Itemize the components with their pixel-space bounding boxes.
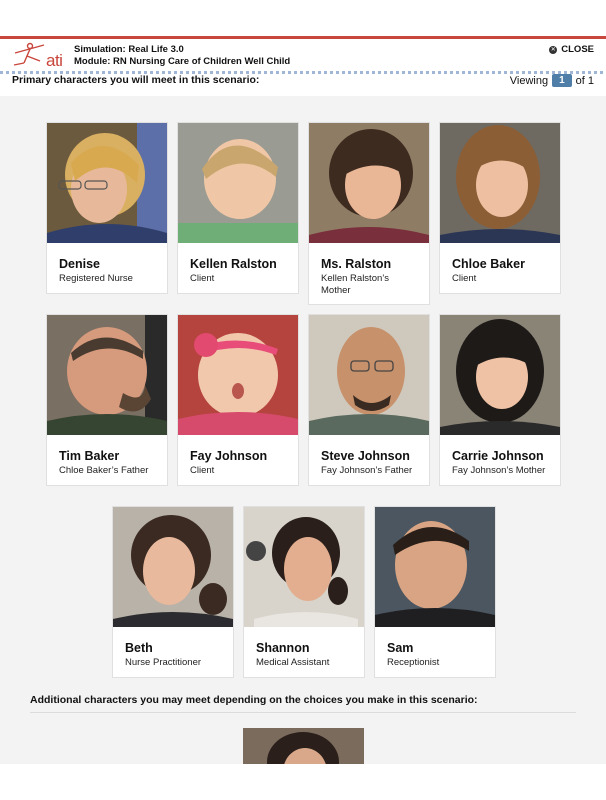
character-card-denise[interactable] [46,122,168,294]
additional-characters-heading: Additional characters you may meet depending on the choices you make in this scenario: [30,694,478,706]
character-role: Fay Johnson’s Father [321,465,413,476]
portrait-denise-icon [47,123,167,243]
characters-panel [0,96,606,764]
character-card-beth[interactable] [112,506,234,678]
character-role: Receptionist [387,657,440,668]
character-role: Medical Assistant [256,657,330,668]
close-icon: ✕ [550,46,556,53]
portrait-steve-icon [309,315,429,435]
character-role: Fay Johnson’s Mother [452,465,546,476]
module-title: Module: RN Nursing Care of Children Well Child [74,56,291,67]
app-header [0,39,606,73]
portrait-sam-icon [375,507,495,627]
page-total-label: of 1 [575,74,594,87]
character-name: Carrie Johnson [452,449,544,463]
character-name: Beth [125,641,153,655]
character-card-carrie-johnson[interactable] [439,314,561,486]
character-card-fay-johnson[interactable] [177,314,299,486]
character-name: Fay Johnson [190,449,268,463]
ati-logo [10,41,62,69]
logo-figure-icon [10,41,50,69]
character-role: Client [190,465,215,476]
logo-text: ati [46,51,63,70]
portrait-additional-icon [243,728,364,764]
close-label: CLOSE [561,44,594,55]
simulation-title: Simulation: Real Life 3.0 [74,44,184,55]
character-card-shannon[interactable] [243,506,365,678]
page-bottom-area [0,764,606,800]
additional-character-card[interactable] [243,728,364,764]
section-toolbar [0,74,606,96]
portrait-kellen-icon [178,123,298,243]
character-name: Ms. Ralston [321,257,392,271]
character-name: Sam [387,641,414,655]
portrait-shannon-icon [244,507,364,627]
character-card-ms-ralston[interactable] [308,122,430,305]
portrait-tim-icon [47,315,167,435]
character-name: Tim Baker [59,449,120,463]
character-card-tim-baker[interactable] [46,314,168,486]
close-button[interactable] [549,44,594,55]
character-name: Shannon [256,641,310,655]
current-page-badge[interactable]: 1 [552,74,572,87]
character-card-kellen-ralston[interactable] [177,122,299,294]
portrait-ms-ralston-icon [309,123,429,243]
character-role: Nurse Practitioner [125,657,202,668]
character-role: Registered Nurse [59,273,133,284]
character-role: Client [452,273,477,284]
section-divider [30,712,576,713]
character-name: Denise [59,257,100,271]
character-name: Steve Johnson [321,449,410,463]
portrait-fay-icon [178,315,298,435]
character-role: Chloe Baker’s Father [59,465,149,476]
viewing-label: Viewing [509,74,549,87]
portrait-carrie-icon [440,315,560,435]
character-name: Chloe Baker [452,257,525,271]
character-card-steve-johnson[interactable] [308,314,430,486]
portrait-chloe-icon [440,123,560,243]
character-name: Kellen Ralston [190,257,277,271]
browser-top-area [0,0,606,36]
primary-characters-heading: Primary characters you will meet in this scenario: [12,74,260,86]
page-indicator [510,74,594,87]
character-role: Kellen Ralston’s Mother [321,273,389,296]
character-role: Client [190,273,215,284]
character-card-chloe-baker[interactable] [439,122,561,294]
portrait-beth-icon [113,507,233,627]
character-card-sam[interactable] [374,506,496,678]
